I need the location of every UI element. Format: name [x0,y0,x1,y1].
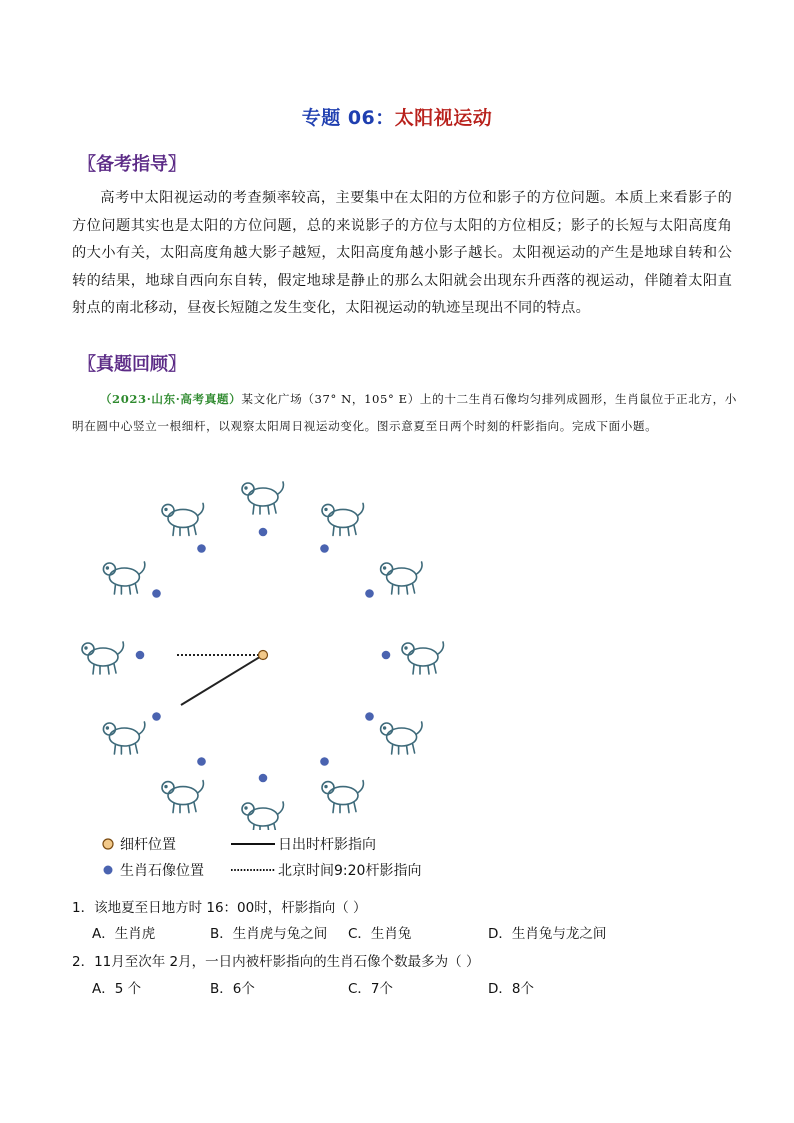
statue-dot-snake [320,757,329,766]
title-prefix: 专题 06： [301,107,395,129]
legend-pole [96,834,176,854]
guide-paragraph: 高考中太阳视运动的考查频率较高，主要集中在太阳的方位和影子的方位问题。本质上来看影子的方位问题其实也是太阳的方位问题，总的来说影子的方位与太阳的方位相反；影子的长短与太阳高度角的大小有关，太阳高度角越大影子越短，太阳高度角越小影子越长。太阳视运动的产生是地球自转和公转的结果，地球自西向东自转，假定地球是静止的那么太阳就会出现东升西落的视运动，伴随着太阳直射点的南北移动，昼夜长短随之发生变化，太阳视运动的轨迹呈现出不同的特点。 [72,190,732,316]
statue-dot-horse [259,774,268,783]
pole-marker-icon [96,837,120,851]
ox-sketch-icon [322,503,363,535]
snake-sketch-icon [322,781,363,813]
page-title [0,103,794,130]
q1-option-a[interactable]: A．生肖虎 [92,926,156,942]
legend-sunrise [228,834,376,854]
horse-sketch-icon [242,802,283,830]
legend-pole-label: 细杆位置 [120,837,176,853]
guide-heading: 〖备考指导〗 [78,154,186,175]
problem-source: （2023·山东·高考真题） [99,392,242,406]
statue-dot-rooster [136,651,145,660]
shadow-sunrise [181,655,263,705]
zodiac-circle-diagram [70,468,470,830]
review-heading: 〖真题回顾〗 [78,354,186,375]
rabbit-sketch-icon [402,642,443,674]
statue-dot-icon [96,863,120,877]
title-topic: 太阳视运动 [394,107,493,129]
pole-position [259,651,268,660]
q2-option-d[interactable]: D．8个 [488,981,534,997]
q2-option-a[interactable]: A．5 个 [92,981,142,997]
legend-beijing-label: 北京时间9:20杆影指向 [278,863,422,879]
statue-dot-monkey [152,712,161,721]
problem-body: 某文化广场（37° N，105° E）上的十二生肖石像均匀排列成圆形，生肖鼠位于正北方，小明在圆中心竖立一根细杆，以观察太阳周日视运动变化。图示意夏至日两个时刻的杆影指向。完成下面小题。 [72,392,737,433]
statue-dot-tiger [365,589,374,598]
rooster-sketch-icon [82,642,123,674]
pig-sketch-icon [162,503,203,535]
statue-dot-dragon [365,712,374,721]
dragon-sketch-icon [381,722,422,754]
statue-dot-rabbit [382,651,391,660]
q2-option-c[interactable]: C．7个 [348,981,394,997]
question-1: 1．该地夏至日地方时 16：00时，杆影指向（ ） [72,900,367,916]
solid-line-icon [228,841,278,847]
legend-statue [96,860,204,880]
q1-option-c[interactable]: C．生肖兔 [348,926,412,942]
statue-dot-pig [197,544,206,553]
statue-dot-goat [197,757,206,766]
q1-option-b[interactable]: B．生肖虎与兔之间 [210,926,328,942]
legend-sunrise-label: 日出时杆影指向 [278,837,376,853]
question-2: 2．11月至次年 2月，一日内被杆影指向的生肖石像个数最多为（ ） [72,954,480,970]
goat-sketch-icon [162,781,203,813]
problem-text [72,386,740,439]
q2-option-b[interactable]: B．6个 [210,981,255,997]
statue-dot-dog [152,589,161,598]
rat-sketch-icon [242,482,283,514]
dotted-line-icon [228,867,278,873]
legend-beijing [228,860,421,880]
statue-dot-rat [259,528,268,537]
legend-statue-label: 生肖石像位置 [120,863,204,879]
statue-dot-ox [320,544,329,553]
q1-option-d[interactable]: D．生肖兔与龙之间 [488,926,607,942]
monkey-sketch-icon [103,722,144,754]
dog-sketch-icon [103,562,144,594]
tiger-sketch-icon [381,562,422,594]
